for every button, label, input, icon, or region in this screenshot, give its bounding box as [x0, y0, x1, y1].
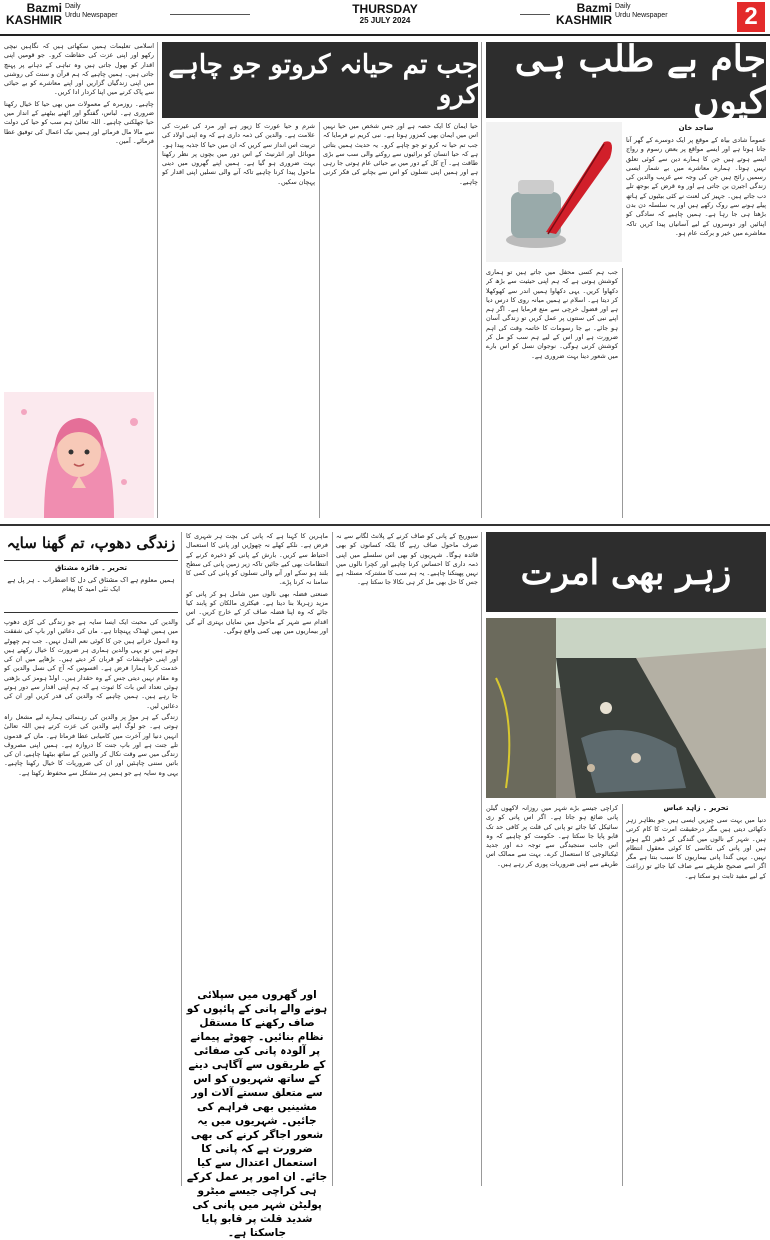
- inkwell-quill-icon: [486, 122, 622, 262]
- article-body-haya-b: شرم و حیا عورت کا زیور ہے اور مرد کی غیرت کی علامت ہے۔ والدین کی ذمہ داری ہے کہ وہ اپنی اولاد کی تربیت اس انداز سے کریں کہ ان میں حیا کا جذبہ پیدا ہو۔ موبائل اور انٹرنیٹ کے اس دور میں بچوں پر نظر رکھنا بہت ضروری ہو گیا ہے۔ ہمیں اپنے گھروں میں دینی ماحول پیدا کرنا چاہیے تاکہ آنے والی نسلیں اپنی اقدار کو پہچان سکیں۔: [162, 122, 315, 186]
- column-divider: [332, 532, 333, 1186]
- column-divider: [622, 268, 623, 518]
- brand-subtitle: Daily Urdu Newspaper: [615, 3, 668, 19]
- masthead-right: [556, 2, 668, 29]
- verse-zindagi: ہمیں معلوم ہے اک مشتاق کی دل کا اضطراب ۔ ہر پل ہے ایک نئی امید کا پیغام: [7, 576, 175, 594]
- masthead-left: [6, 2, 118, 29]
- article-body-zindagi: والدین کی محبت ایک ایسا سایہ ہے جو زندگی کی کڑی دھوپ میں ہمیں ٹھنڈک پہنچاتا ہے۔ ماں کی دعائیں اور باپ کی شفقت وہ انمول خزانے ہیں جن کا کوئی نعم البدل نہیں۔ جب ہم چھوٹے ہوتے ہیں تو یہی والدین ہماری ہر ضرورت کا خیال رکھتے ہیں اور اپنی خواہشات کو قربان کر دیتے ہیں۔ بڑھاپے میں ان کی خدمت کرنا ہمارا فرض ہے۔ افسوس کہ آج کی نسل والدین کو وہ مقام نہیں دیتی جس کے وہ حقدار ہیں۔ اولڈ ہومز کی بڑھتی ہوئی تعداد اس بات کا ثبوت ہے کہ ہم اپنی اقدار سے دور ہوتے جا رہے ہیں۔ ہمیں چاہیے کہ والدین کی قدر کریں اور ان کی دعائیں لیں۔ زندگی کے ہر موڑ پر والدین کی رہنمائی ہمارے لیے مشعل راہ ہوتی ہے۔ جو لوگ اپنے والدین کی عزت کرتے ہیں اللہ تعالیٰ انہیں دنیا اور آخرت میں کامیابی عطا فرماتا ہے۔ ماں کے قدموں تلے جنت ہے اور باپ جنت کا دروازہ ہے۔ ہمیں اپنی مصروف زندگی میں سے وقت نکال کر والدین کے ساتھ بیٹھنا چاہیے، ان کی باتیں سننی چاہئیں اور ان کی ضروریات کا خیال رکھنا چاہیے۔ یہی وہ سایہ ہے جو ہمیں ہر مشکل سے محفوظ رکھتا ہے۔: [4, 618, 178, 777]
- article-body-jaam-right: عموماً شادی بیاہ کے موقع پر ایک دوسرے کے گھر آنا جانا ہوتا ہے اور ایسے مواقع پر بعض رسوم و رواج ایسے ہوتے ہیں جن کا ہمارے دین سے کوئی تعلق نہیں ہوتا۔ ہمارے معاشرے میں بے شمار ایسی رسمیں رائج ہیں جن کی وجہ سے غریب والدین کی زندگی اجیرن بن جاتی ہے اور وہ قرض کے بوجھ تلے دب جاتے ہیں۔ جہیز کی لعنت نے کئی بیٹیوں کے ہاتھ پیلے ہونے سے روک رکھے ہیں اور یہ سلسلہ دن بدن بڑھتا ہی جا رہا ہے۔ ہمیں چاہیے کہ سادگی کو اپنائیں اور دوسروں کے لیے آسانیاں پیدا کریں تاکہ معاشرے میں خیر و برکت عام ہو۔: [626, 136, 766, 237]
- article-title-zehar: زہر بھی امرت: [486, 532, 766, 612]
- section-separator: [0, 524, 770, 526]
- inkwell-image: [486, 122, 622, 262]
- issue-date: 25 JULY 2024: [359, 16, 411, 25]
- column-divider: [319, 122, 320, 518]
- article-body-jaam-left: جب ہم کسی محفل میں جاتے ہیں تو ہماری کوشش ہوتی ہے کہ ہم اپنی حیثیت سے بڑھ کر دکھاوا کریں۔ یہی دکھاوا ہمیں اندر سے کھوکھلا کر دیتا ہے۔ اسلام نے ہمیں میانہ روی کا درس دیا ہے اور فضول خرچی سے منع فرمایا ہے۔ اگر ہم اپنے نبی کی سنتوں پر عمل کریں تو زندگی آسان ہو جائے۔ بے جا رسومات کا خاتمہ وقت کی اہم ضرورت ہے اور اس کے لیے ہم سب کو مل کر کوشش کرنی ہوگی۔ نوجوان نسل کو اس بارے میں شعور دینا بہت ضروری ہے۔: [486, 268, 618, 360]
- section-divider: [481, 42, 482, 518]
- article-title-haya: جب تم حیانہ کروتو جو چاہے کرو: [162, 42, 478, 118]
- column-divider: [622, 804, 623, 1186]
- article-title-zindagi: زندگی دھوپ، تم گھنا سایہ: [6, 534, 176, 552]
- byline-jaam: ساجد خان: [678, 124, 714, 132]
- section-divider: [181, 532, 182, 1186]
- masthead-bar: [0, 0, 770, 36]
- article-body-zehar-b: کراچی جیسے بڑے شہر میں روزانہ لاکھوں گیلن پانی ضائع ہو جاتا ہے۔ اگر اس پانی کو ری سائیکل کیا جائے تو پانی کی قلت پر کافی حد تک قابو پایا جا سکتا ہے۔ حکومت کو چاہیے کہ وہ اس جانب سنجیدگی سے توجہ دے اور جدید ٹیکنالوجی کا استعمال کرے۔ بہت سے ممالک اس طریقے سے اپنی ضروریات پوری کر رہے ہیں۔: [486, 804, 618, 868]
- ornament-line: [520, 14, 550, 15]
- girl-praying-icon: [4, 392, 154, 518]
- article-body-zehar-d: ماہرین کا کہنا ہے کہ پانی کی بچت ہر شہری کا فرض ہے۔ نلکے کھلے نہ چھوڑیں اور پانی کا استعمال احتیاط سے کریں۔ بارش کے پانی کو ذخیرہ کرنے کے انتظامات بھی کیے جائیں تاکہ زیر زمین پانی کی سطح بلند ہو سکے اور آنے والی نسلوں کو پانی کی کمی کا سامنا نہ کرنا پڑے۔ صنعتی فضلہ بھی نالوں میں شامل ہو کر پانی کو مزید زہریلا بنا دیتا ہے۔ فیکٹری مالکان کو پابند کیا جائے کہ وہ اپنا فضلہ صاف کر کے خارج کریں۔ اس اقدام سے شہر کے ماحول میں نمایاں بہتری آئے گی اور بیماریوں میں بھی کمی واقع ہوگی۔: [186, 532, 328, 635]
- polluted-canal-photo: [486, 618, 766, 798]
- page-number: 2: [737, 2, 765, 32]
- brand-name: Bazmi KASHMIR: [6, 1, 62, 27]
- title-underline: [4, 560, 178, 561]
- verse-divider: [4, 612, 178, 613]
- article-body-zehar-a: دنیا میں بہت سی چیزیں ایسی ہیں جو بظاہر زہر دکھائی دیتی ہیں مگر درحقیقت امرت کا کام کرتی ہیں۔ شہر کے نالوں میں گندگی کے ڈھیر لگے ہوئے ہیں اور پانی کی نکاسی کا کوئی معقول انتظام نہیں۔ یہی گندا پانی بیماریوں کا سبب بنتا ہے مگر اگر اسے صحیح طریقے سے صاف کیا جائے تو زراعت کے لیے مفید ثابت ہو سکتا ہے۔: [626, 816, 766, 880]
- article-title-jaam: جام بے طلب ہی کیوں: [486, 42, 766, 118]
- article-body-haya-a: حیا ایمان کا ایک حصہ ہے اور جس شخص میں حیا نہیں اس میں ایمان بھی کمزور ہوتا ہے۔ نبی کریم نے فرمایا کہ جب تم حیا نہ کرو تو جو چاہے کرو۔ یہ حدیث ہمیں بتاتی ہے کہ حیا انسان کو برائیوں سے روکنے والی سب سے بڑی طاقت ہے۔ آج کل کے دور میں بے حیائی عام ہوتی جا رہی ہے اور ہمیں اپنی نسلوں کو اس سے بچانے کی فکر کرنی چاہیے۔: [323, 122, 478, 186]
- pull-quote-zehar: اور گھروں میں سپلائی ہونے والے پانی کے پائپوں کو صاف رکھنے کا مستقل نظام بنائیں۔ چھوٹے پیمانے پر آلودہ پانی کی صفائی کے طریقوں سے آگاہی دینے کے ساتھ شہریوں کو اس سے متعلق سستے آلات اور مشینیں بھی فراہم کی جائیں۔ شہریوں میں یہ شعور اجاگر کرنے کی بھی ضرورت ہے کہ پانی کا استعمال اعتدال سے کیا جائے۔ ان امور پر عمل کرکے ہی کراچی جیسے میٹرو پولیٹن شہر میں پانی کی شدید قلت پر قابو پایا جاسکتا ہے۔: [186, 989, 328, 1239]
- column-divider: [481, 532, 482, 1186]
- date-block: [250, 2, 520, 25]
- brand-subtitle: Daily Urdu Newspaper: [65, 3, 118, 19]
- article-body-haya-c: اسلامی تعلیمات ہمیں سکھاتی ہیں کہ نگاہیں نیچی رکھو اور اپنی عزت کی حفاظت کرو۔ جو قومیں اپنی اقدار کو بھول جاتی ہیں وہ تباہی کے دہانے پر پہنچ جاتی ہیں۔ ہمیں چاہیے کہ ہم قرآن و سنت کی روشنی میں اپنی زندگیاں گزاریں اور اپنے معاشرے کو بے حیائی سے پاک کرنے میں اپنا کردار ادا کریں۔ چاہیے۔ روزمرہ کے معمولات میں بھی حیا کا خیال رکھنا ضروری ہے۔ لباس، گفتگو اور اٹھنے بیٹھنے کے انداز میں حیا جھلکنی چاہیے۔ اللہ تعالیٰ ہم سب کو حیا کی دولت سے مالا مال فرمائے اور ہمیں نیک اعمال کی توفیق عطا فرمائے۔ آمین۔: [4, 42, 154, 145]
- ornament-line: [170, 14, 250, 15]
- byline-zindagi: تحریر ۔ فائزہ مشتاق: [55, 564, 127, 572]
- brand-name: Bazmi KASHMIR: [556, 1, 612, 27]
- girl-praying-image: [4, 392, 154, 518]
- polluted-canal-image: [486, 618, 766, 798]
- issue-day: THURSDAY: [352, 2, 418, 16]
- column-divider: [157, 42, 158, 518]
- byline-zehar: تحریر ۔ زاہد عباس: [663, 804, 729, 812]
- article-body-zehar-c: سیوریج کے پانی کو صاف کرنے کے پلانٹ لگانے سے نہ صرف ماحول صاف رہے گا بلکہ کسانوں کو بھی فائدہ ہوگا۔ شہریوں کو بھی اس سلسلے میں اپنی ذمہ داری کا احساس کرنا چاہیے اور کچرا نالوں میں نہیں پھینکنا چاہیے۔ یہ ہم سب کا مشترکہ مسئلہ ہے جس کا حل بھی مل کر ہی نکالا جا سکتا ہے۔: [336, 532, 478, 587]
